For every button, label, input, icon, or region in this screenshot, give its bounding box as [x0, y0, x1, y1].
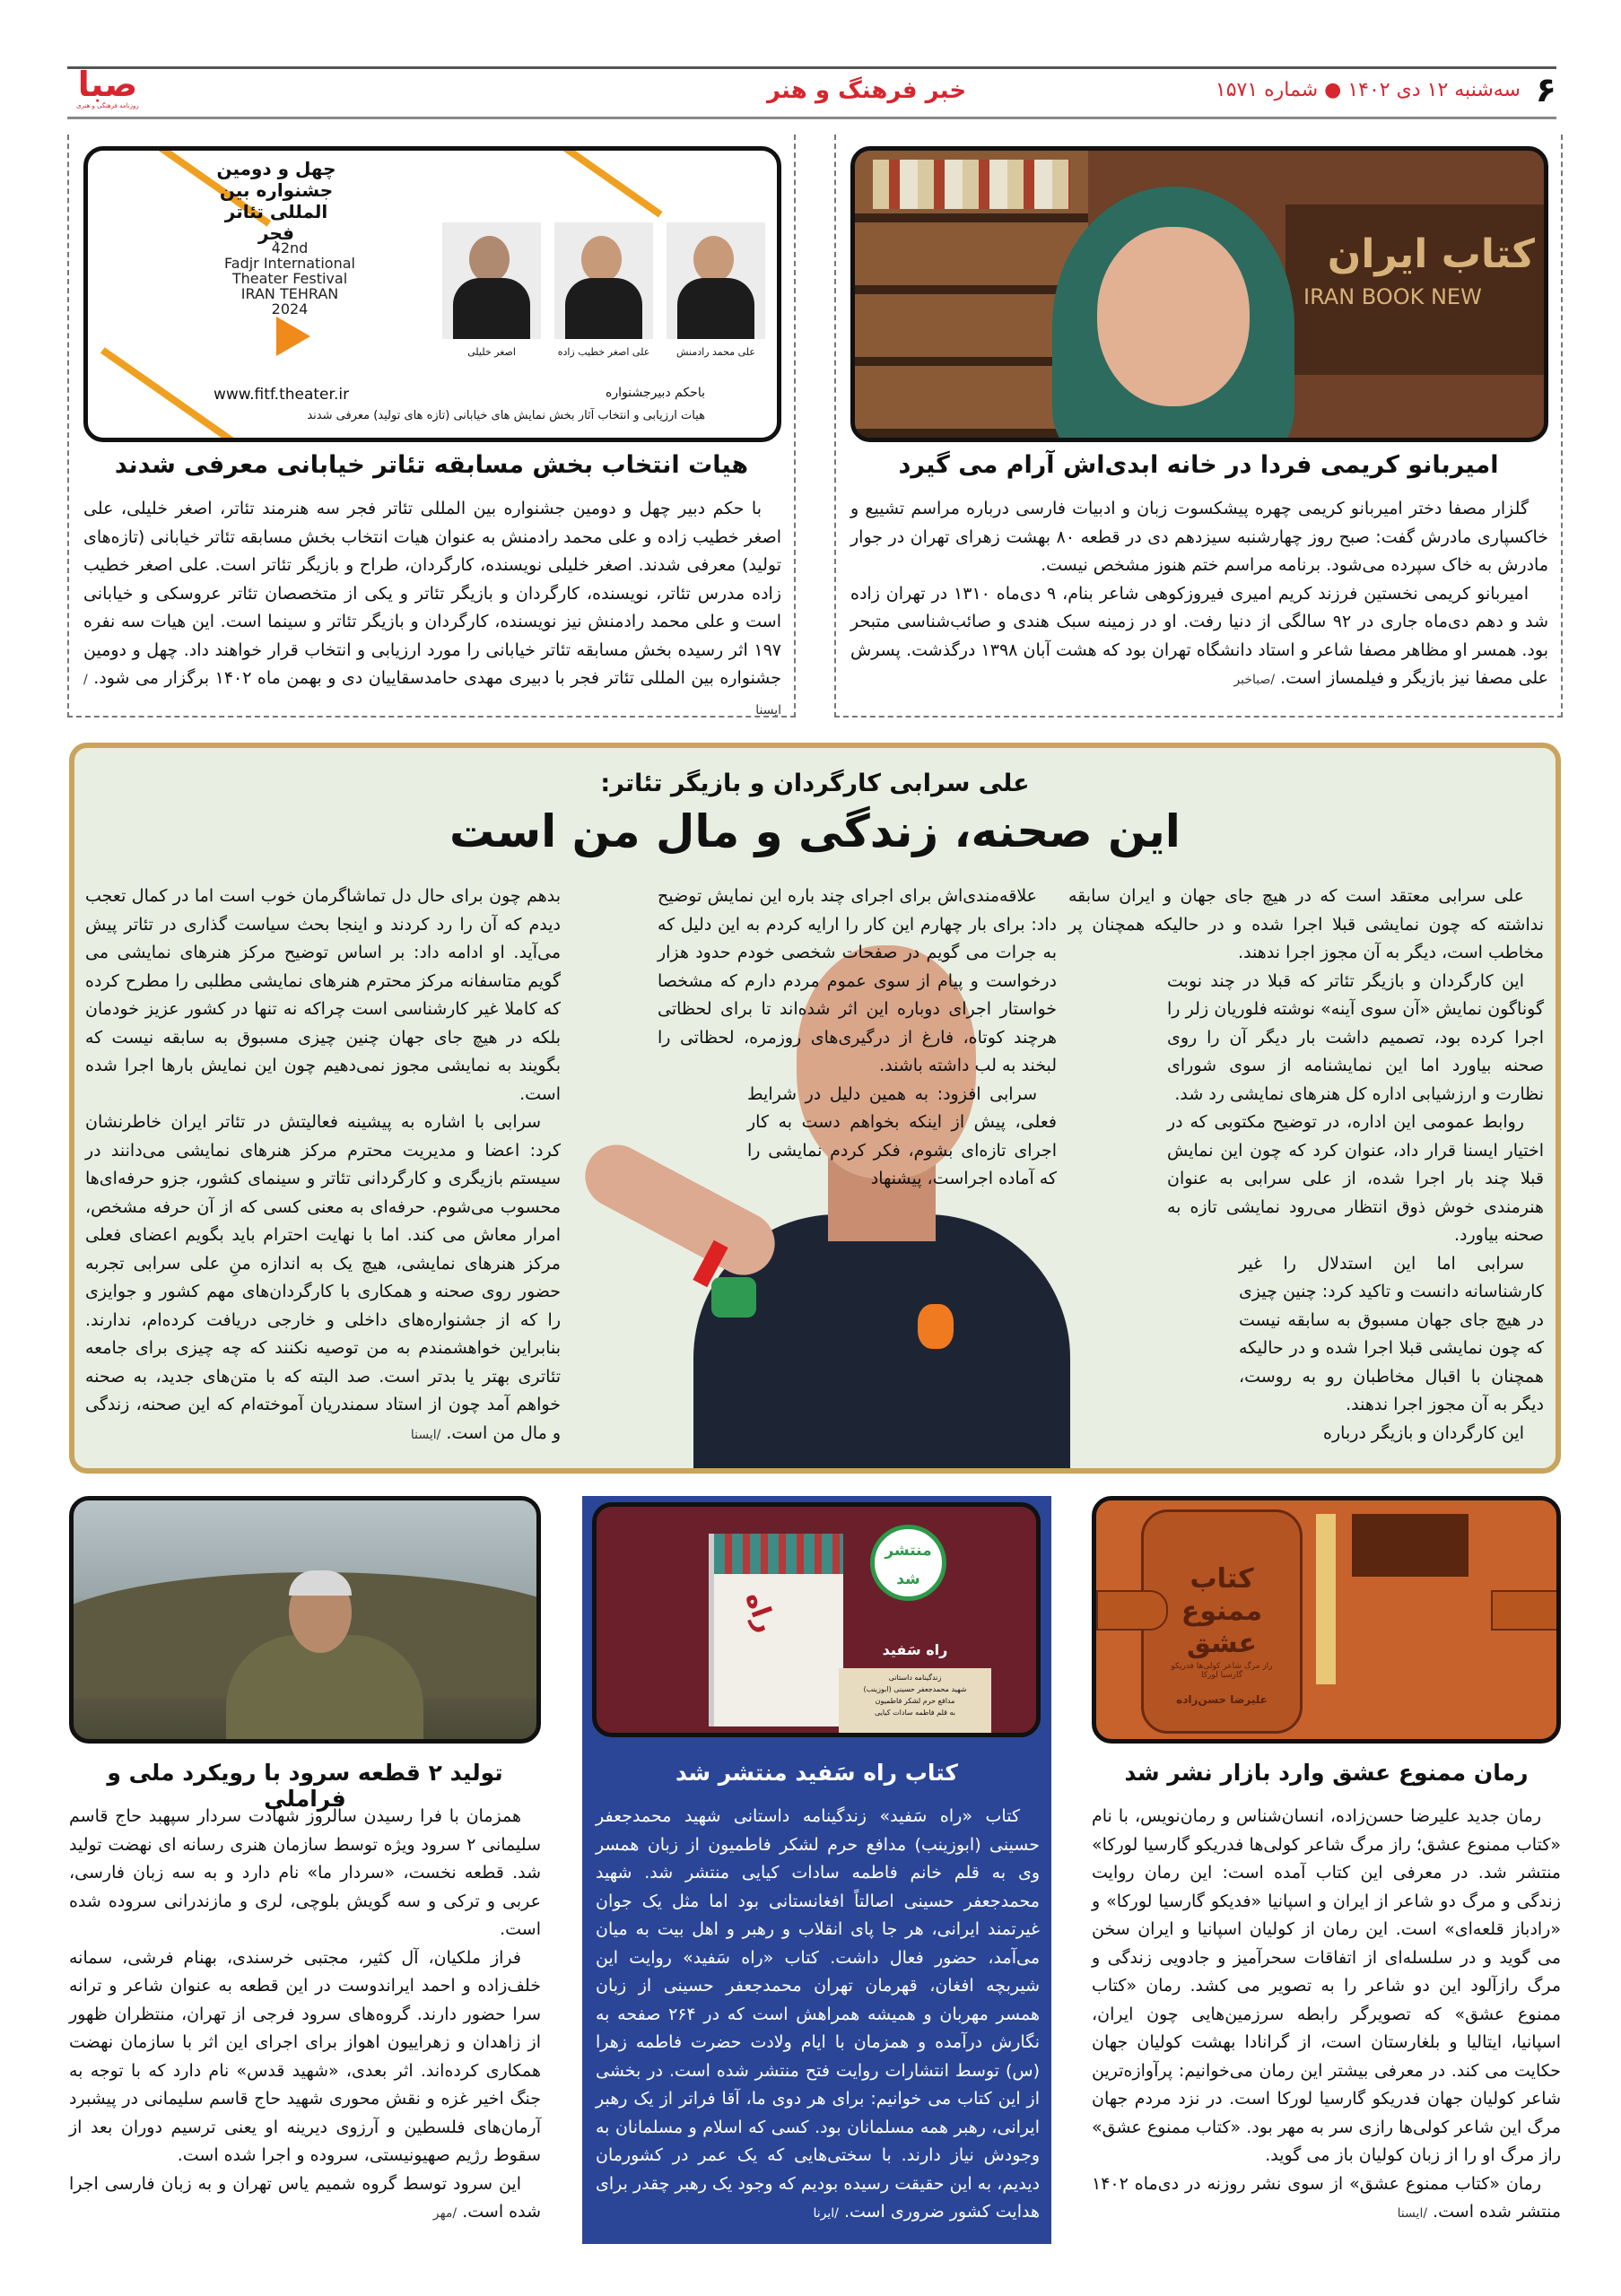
sign-text-en: IRAN BOOK NEW: [1303, 284, 1482, 309]
interview-headline: این صحنه، زندگی و مال من است: [449, 805, 1181, 857]
novel-cover-image: [1092, 1496, 1561, 1744]
name-en-1: Fadjr International: [224, 255, 355, 272]
cover-subtitle: راز مرگ شاعر کولی‌ها فدریکو گارسیا لورکا: [1171, 1662, 1273, 1680]
name-en-2: Theater Festival: [231, 270, 348, 287]
issue-number: شماره ۱۵۷۱: [1215, 79, 1319, 101]
festival-name-en: [214, 240, 366, 317]
source: /ایسنا: [1397, 2206, 1428, 2221]
book-carpet-top: [714, 1534, 843, 1574]
sleeve-number: [711, 1277, 756, 1318]
source: /ایسنا: [410, 1427, 441, 1442]
header-bottom-rule: [67, 117, 1556, 119]
article-body: [1092, 1803, 1561, 2229]
section-title: خبر فرهنگ و هنر: [767, 77, 967, 104]
newspaper-logo: [67, 66, 148, 109]
interview-box: [69, 743, 1561, 1474]
logo-text: صبا: [77, 65, 138, 104]
paragraph: سرابی با اشاره به پیشینه فعالیتش در تئاتر ایران خاطرنشان کرد: اعضا و مدیریت محترم مرکز هنرهای نمایشی می‌دانند در سیستم بازیگری و کارگردانی تئاتر و سینمای کشور، جزو حرفه‌ای‌ها محسوب می‌شوم. حرفه‌ای به معنی کسی که از آن حرفه مشخص، امرار معاش می کند. اما با نهایت احترام باید بگویم اعضای فعلی مرکز هنرهای نمایشی، هیچ یک به اندازه منِ علی سرابی تجربه حضور روی صحنه و همکاری با کارگردان‌های مهم کشور و جوایزی را که از جشنواره‌های داخلی و خارجی دریافت کرده‌ام، ندارند. بنابراین خواهشمندم به من توصیه نکنند که چه چیزی برای جامعه تئاتری بهتر یا بدتر است. صد البته که با متن‌های جدید، به صحنه خواهم آمد چون از استاد سمندریان آموخته‌ام که این صحنه، زندگی و مال من است. /ایسنا: [85, 1112, 561, 1443]
person-name: اصغر خلیلی: [467, 346, 516, 358]
article-body: [83, 495, 781, 725]
clasp: [1096, 1590, 1168, 1631]
paragraph: با حکم دبیر چهل و دومین جشنواره بین المللی تئاتر فجر سه هنرمند تئاتر، اصغر خلیلی، علی اصغر خطیب زاده و علی محمد رادمنش به عنوان هیات انتخاب بخش مسابقه تئاتر خیابانی (تازه‌های تولید) معرفی شدند. اصغر خلیلی نویسنده، کارگردان، طراح و بازیگر تئاتر است. علی اصغر خطیب زاده مدرس تئاتر، نویسنده، کارگردان و بازیگر تئاتر و یکی از متخصصان تئاتر عروسکی و خیابانی است و علی محمد رادمنش نیز نویسنده، کارگردان و بازیگر تئاتر و سینما است. این هیات سه نفره ۱۹۷ اثر رسیده بخش مسابقه تئاتر خیابانی را مورد ارزیابی و انتخاب قرار خواهند داد. چهل و دومین جشنواره بین المللی تئاتر فجر با دبیری مهدی حامدسقاییان دی و بهمن ماه ۱۴۰۲ برگزار می شود. /ایسنا: [83, 499, 781, 718]
edition: 42nd: [271, 239, 309, 257]
clasp: [1491, 1590, 1561, 1631]
article-title: امیربانو کریمی فردا در خانه ابدی‌اش آرام می گیرد: [898, 451, 1499, 479]
page-header: [67, 65, 1556, 113]
published-badge: منتشر شد: [870, 1525, 946, 1601]
person-name: علی اصغر خطیب زاده: [557, 346, 650, 358]
sign-text-fa: کتاب ایران: [1327, 231, 1535, 277]
article-body: [850, 495, 1548, 695]
article-title: رمان ممنوع عشق وارد بازار نشر شد: [1124, 1760, 1529, 1786]
book-spine-title: راه: [738, 1587, 782, 1637]
paragraph: امیربانو کریمی نخستین فرزند کریم امیری فیروزکوهی شاعر بنام، ۹ دی‌ماه ۱۳۱۰ در تهران زاده شد و دهم دی‌ماه جاری در ۹۲ سالگی از دنیا رفت. او در زمینه سبک هندی و صائب‌شناسی متبحر بود. همسر او مظاهر مصفا شاعر و استاد دانشگاه تهران بود که هشت آبان ۱۳۹۸ درگذشت. پسرش علی مصفا نیز بازیگر و فیلمساز است. /صباخبر: [850, 583, 1549, 688]
poster-caption: هیات ارزیابی و انتخاب آثار بخش نمایش های خیابانی (تازه های تولید) معرفی شدند: [307, 409, 705, 422]
interview-col-left: [85, 883, 561, 1449]
paragraph: گلزار مصفا دختر امیربانو کریمی چهره پیشکسوت زبان و ادبیات فارسی درباره مراسم تشییع و خاکسپاری مادرش گفت: صبح روز چهارشنبه سیزدهم دی در قطعه ۸۰ بهشت زهرای تهران در جوار مادرش به خاک سپرده می‌شود. برنامه مراسم ختم هنوز مشخص نیست.: [850, 499, 1548, 575]
poster-title-calligraphy: چهل و دومین جشنواره بین المللی تئاتر فجر: [216, 158, 336, 244]
paragraph: همزمان با فرا رسیدن سالروز شهادت سردار سپهبد حاج قاسم سلیمانی ۲ سرود ویژه توسط سازمان هنری رسانه ای نهضت تولید شد. قطعه نخست، «سردار ما» نام دارد و به سه زبان فارسی، عربی و ترکی و سه گویش بلوچی، لری و مازندرانی سروده شده است.: [69, 1806, 541, 1939]
paragraph: این کارگردان و بازیگر تئاتر که قبلا در چند نوبت گوناگون نمایش «آن سوی آینه» نوشته فلوریان زلر را اجرا کرده بود، تصمیم داشت بار دیگر آن را روی صحنه بیاورد اما این نمایشنامه از سوی شورای نظارت و ارزشیابی اداره کل هنرهای نمایشی رد شد.: [1167, 970, 1544, 1104]
article-body: [596, 1803, 1040, 2229]
paragraph: بدهم چون برای حال دل تماشاگرمان خوب است اما در کمال تعجب دیدم که آن را رد کردند و اینجا بحث سیاست گذاری در تئاتر پیش می‌آید. او ادامه داد: بر اساس توضیح مرکز هنرهای نمایشی می گویم متاسفانه مرکز محترم هنرهای نمایشی مطلبی را مطرح کرده که کاملا غیر کارشناسی است چراکه نه تنها در کشور عزیز خودمان بلکه در هیچ جای جهان چنین چیزی مسبوق به سابقه نیست که بگویند به نمایشی مجوز نمی‌دهیم چون این نمایش بارها اجرا شده است.: [85, 886, 561, 1104]
face: [1097, 227, 1250, 406]
person-name: علی محمد رادمنش: [676, 346, 755, 358]
paragraph: علی سرابی معتقد است که در هیچ جای جهان و ایران سابقه نداشته که چون نمایشی قبلا اجرا شده و در حالیکه همچنان پر مخاطب است، دیگر به آن مجوز اجرا ندهند.: [1068, 886, 1544, 962]
source: /ایرنا: [813, 2206, 839, 2221]
article-title: تولید ۲ قطعه سرود با رویکرد ملی و فراملی: [107, 1760, 503, 1812]
back-blurb: [1352, 1514, 1468, 1577]
paragraph: رمان جدید علیرضا حسن‌زاده، انسان‌شناس و رمان‌نویس، با نام «کتاب ممنوع عشق؛ راز مرگ شاعر کولی‌ها فدریکو گارسیا لورکا» منتشر شد. در معرفی این کتاب آمده است: این رمان روایت زندگی و مرگ دو شاعر از ایران و اسپانیا «فدیکو گارسیا لورکا» و «رادباز قلعه‌ای» است. این رمان از کولیان اسپانیا و ایران سخن می گوید و در سلسله‌ای از اتفاقات سحرآمیز و جادویی زندگی و مرگ رازآلود این دو شاعر را به تصویر می کشد. رمان «کتاب ممنوع عشق» که تصویرگر رابطه سرزمین‌هایی چون ایران، اسپانیا، ایتالیا و بلغارستان است، از گرانادا بهشت کولیان جهان حکایت می کند. در معرفی بیشتر این رمان می‌خوانیم: پرآوازه‌ترین شاعر کولیان جهان فدریکو گارسیا لورکا است. در نزد مردم جهان مرگ این شاعر کولی‌ها رازی سر به مهر بود. «کتاب ممنوع عشق» راز مرگ او را از زبان کولیان باز می گوید.: [1092, 1806, 1561, 2165]
iran-book-sign: [1285, 204, 1548, 375]
paragraph: روابط عمومی این اداره، در توضیح مکتوبی که در اختیار ایسنا قرار داد، عنوان کرد که چون این نمایش قبلا چند بار اجرا شده، از علی سرابی به عنوان هنرمندی خوش ذوق انتظار می‌رود نمایشی تازه به صحنه بیاورد.: [1167, 1112, 1544, 1245]
play-triangle-icon: [276, 317, 310, 356]
cover-title: کتاب ممنوع عشق: [1181, 1563, 1263, 1659]
polo-logo: [918, 1304, 954, 1349]
person-photo: [554, 222, 653, 339]
interview-kicker: علی سرابی کارگردان و بازیگر تئاتر:: [600, 770, 1030, 797]
cover-info: [839, 1668, 991, 1737]
interview-col-middle: [577, 883, 1057, 1194]
page-number: ۶: [1535, 70, 1556, 109]
shelf-books: [873, 160, 1070, 209]
paragraph: کتاب «راه سَفید» زندگینامه داستانی شهید محمدجعفر حسینی (ابوزینب) مدافع حرم لشکر فاطمیون از زبان همسر وی به قلم خانم فاطمه سادات کیایی منتشر شد. شهید محمدجعفر حسینی اصالتاً افغانستانی بود اما مثل یک جوان غیرتمند ایرانی، هر جا پای انقلاب و رهبر و اهل بیت به میان می‌آمد، حضور فعال داشت. کتاب «راه سَفید» روایت این شیربچه افغان، قهرمان تهران محمدجعفر حسینی از زبان همسر مهربان و همیشه همراهش است که در ۲۶۴ صفحه به نگارش درآمده و همزمان با ایام ولادت حضرت فاطمه زهرا (س) توسط انتشارات روایت فتح منتشر شده است. در بخشی از این کتاب می خوانیم: برای هر دوی ما، آقا فراتر از یک رهبر ایرانی، رهبر همه مسلمانان بود. کسی که اسلام و مسلمانان به وجودش نیاز دارند. با سختی‌هایی که یک عمر در کشورمان دیدیم، به این حقیقت رسیده بودیم که وجود یک رهبر چقدر برای هدایت کشور ضروری است. /ایرنا: [596, 1806, 1040, 2222]
cover-line: شهید محمدجعفر حسینی (ابوزینب): [863, 1685, 967, 1693]
cover-author: علیرضا حسن‌زاده: [1176, 1693, 1268, 1706]
cover-book-title: راه سَفید: [882, 1641, 948, 1658]
cover-line: مدافع حرم لشکر فاطمیون: [875, 1697, 955, 1705]
article-body: [69, 1803, 541, 2229]
article-title: کتاب راه سَفید منتشر شد: [675, 1760, 958, 1786]
paragraph: این کارگردان و بازیگر درباره: [1323, 1422, 1524, 1443]
paragraph: سرابی افزود: به همین دلیل در شرایط فعلی، پیش از اینکه بخواهم دست به کار اجرای تازه‌ای بشوم، فکر کردم نمایشی را که آماده اجراست، پیشنهاد: [747, 1083, 1057, 1188]
soleimani-photo: [69, 1496, 541, 1744]
person-photo: [442, 222, 541, 339]
orange-stripe: [562, 146, 662, 218]
paragraph: رمان «کتاب ممنوع عشق» از سوی نشر روزنه در دی‌ماه ۱۴۰۲ منتشر شده است. /ایسنا: [1092, 2173, 1561, 2222]
interview-col-right: [1068, 883, 1544, 1448]
raah-sefid-cover-image: [592, 1502, 1041, 1737]
paragraph: فراز ملکیان، آل کثیر، مجتبی خرسندی، بهنام فرشی، سمانه خلف‌زاده و احمد ایراندوست در این قطعه به عنوان شاعر و ترانه سرا حضور دارند. گروه‌های سرود فرجی از تهران، منتظران ظهور از زاهدان و زهراییون اهواز برای اجرای این اثر با سازمان نهضت همکاری کرده‌اند. اثر بعدی، «شهید قدس» نام دارد که با توجه به جنگ اخیر غزه و نقش محوری شهید حاج قاسم سلیمانی در پیشبرد آرمان‌های فلسطین و آرزوی دیرینه او یعنی ترسیم دوران بعد از سقوط رژیم صهیونیستی، سروده و اجرا شده است.: [69, 1947, 541, 2165]
website-link[interactable]: www.fitf.theater.ir: [214, 386, 350, 404]
person-photo: [667, 222, 765, 339]
paragraph: سرابی اما این استدلال را غیر کارشناسانه دانست و تاکید کرد: چنین چیزی در هیچ جای جهان مسبوق به سابقه نیست که چون نمایشی قبلا اجرا شده و در حالیکه همچنان با اقبال مخاطبان رو به روست، دیگر به آن مجوز اجرا ندهند.: [1239, 1253, 1544, 1414]
poster-caption: باحکم دبیرجشنواره: [606, 386, 705, 400]
spine: [1316, 1514, 1336, 1684]
paragraph: این سرود توسط گروه شمیم یاس تهران و به زبان فارسی اجرا شده است. /مهر: [69, 2173, 541, 2222]
article-title: هیات انتخاب بخش مسابقه تئاتر خیابانی معرفی شدند: [114, 451, 749, 479]
source: /صباخبر: [1233, 673, 1276, 687]
header-top-rule: [67, 66, 1556, 69]
cover-line: زندگینامه داستانی: [888, 1674, 942, 1682]
bullet-dot: ●: [1318, 79, 1342, 101]
issue-date: [1216, 79, 1521, 101]
year: 2024: [271, 300, 309, 317]
paragraph: علاقه‌مندی‌اش برای اجرای چند باره این نمایش توضیح داد: برای بار چهارم این کار را ارایه کردم به این دلیل که به جرات می گویم در صفحات شخصی خودم حدود هزار درخواست و پیام از سوی عموم مردم دارم که مشخصا خواستار اجرای دوباره این اثر شده‌اند تا برای لحظاتی هرچند کوتاه، فارغ از درگیری‌های روزمره، لحظاتی را لبخند به لب داشته باشند.: [658, 886, 1057, 1075]
logo-tagline: روزنامه فرهنگی و هنری: [76, 102, 139, 109]
karimi-photo: [850, 146, 1548, 442]
cover-line: به قلم فاطمه سادات کیایی: [874, 1709, 956, 1717]
source: /مهر: [432, 2206, 458, 2221]
festival-poster: [83, 146, 781, 442]
date: سه‌شنبه ۱۲ دی ۱۴۰۲: [1347, 79, 1521, 101]
source: /ایسنا: [83, 673, 781, 718]
city: IRAN TEHRAN: [240, 285, 339, 302]
